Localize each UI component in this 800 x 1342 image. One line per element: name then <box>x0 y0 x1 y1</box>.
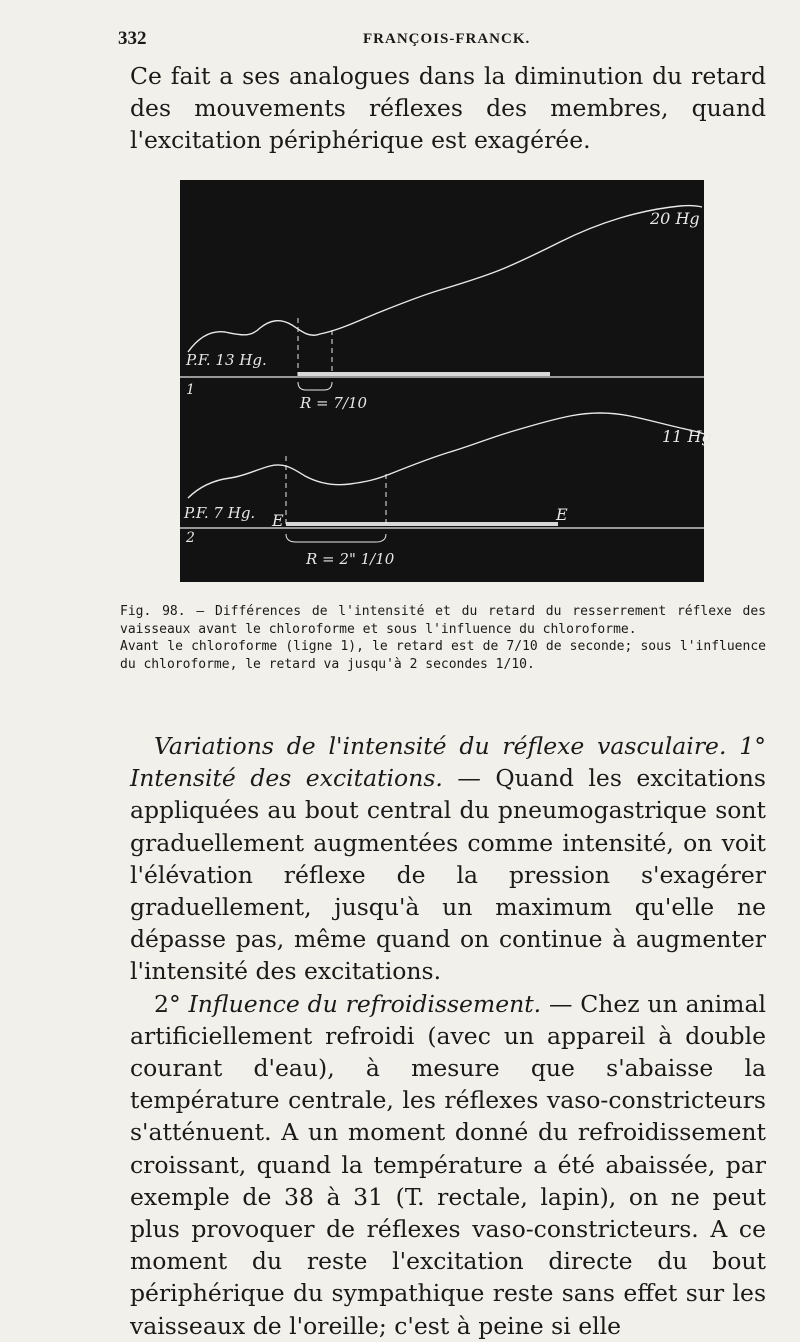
bottom-curve-end-label: 11 Hg <box>662 427 712 446</box>
signal-start-label: E <box>272 511 284 530</box>
bottom-delay-brace <box>286 534 386 542</box>
bottom-delay-label: R = 2" 1/10 <box>306 550 395 568</box>
intro-paragraph: Ce fait a ses analogues dans la diminution du retard des mouvements réflexes des membres, quand l'excitation périphérique est exagérée. <box>130 62 766 155</box>
subheading-1: 1° Intensité des excitations. <box>130 732 766 793</box>
section-title: Variations de l'intensité du réflexe vasculaire. <box>154 732 727 760</box>
paragraph-2-text: — Chez un animal artificiellement refroidi (avec un appareil à double courant d'eau), à mesure que s'abaisse la température centrale, les réflexes vaso-constricteurs s'atténuent. A un moment donné du refroidissement croissant, quand la température a été abaissée, par exemple de 38 à 31 (T. rectale, lapin), on ne peut plus provoquer de réflexes vaso-constricteurs. A ce moment du reste l'excitation directe du bout périphérique du sympathique reste sans effet sur les vaisseaux de l'oreille; c'est à peine si elle <box>130 989 766 1340</box>
section-block <box>130 730 766 1342</box>
bottom-line-number: 2 <box>186 530 195 546</box>
section-paragraph-2 <box>130 988 766 1342</box>
signal-end-label: E <box>556 505 568 524</box>
top-delay-label: R = 7/10 <box>300 394 368 412</box>
top-signal-bar <box>298 372 550 376</box>
figure-label: Fig. 98. <box>120 604 186 619</box>
page-number: 332 <box>118 28 147 49</box>
top-line-number: 1 <box>186 382 195 398</box>
bottom-signal-bar <box>286 522 558 526</box>
running-head: FRANÇOIS-FRANCK. <box>363 31 531 47</box>
page-header <box>118 28 760 54</box>
top-curve-end-label: 20 Hg <box>650 209 700 228</box>
bottom-pressure-curve <box>188 413 704 498</box>
top-baseline-label: P.F. 13 Hg. <box>186 351 267 369</box>
paragraph-1-text: — Quand les excitations appliquées au bout central du pneumogastrique sont graduellement augmentées comme intensité, on voit l'élévation réflexe de la pression s'exagérer graduellement, jusqu'à un maximum qu'elle ne dépasse pas, même quand on continue à augmenter l'intensité des excitations. <box>130 764 766 986</box>
top-delay-brace <box>298 382 332 390</box>
top-pressure-curve <box>188 206 702 352</box>
caption-title: — Différences de l'intensité et du retard du resserrement réflexe des vaisseaux avant le chloroforme et sous l'influence du chloroforme. <box>120 604 766 637</box>
caption-body: Avant le chloroforme (ligne 1), le retard est de 7/10 de seconde; sous l'influence du chloroforme, le retard va jusqu'à 2 secondes 1/10. <box>120 639 766 672</box>
subheading-2: Influence du refroidissement. <box>188 989 542 1018</box>
figure-caption <box>120 603 766 673</box>
section-paragraph-1 <box>130 730 766 988</box>
caption-heading <box>120 603 766 638</box>
figure-98 <box>180 180 712 582</box>
tracing-svg <box>180 180 712 582</box>
subheading-2-number: 2° <box>154 989 181 1018</box>
bottom-baseline-label: P.F. 7 Hg. <box>184 504 256 522</box>
intro-paragraph-block <box>130 60 766 157</box>
